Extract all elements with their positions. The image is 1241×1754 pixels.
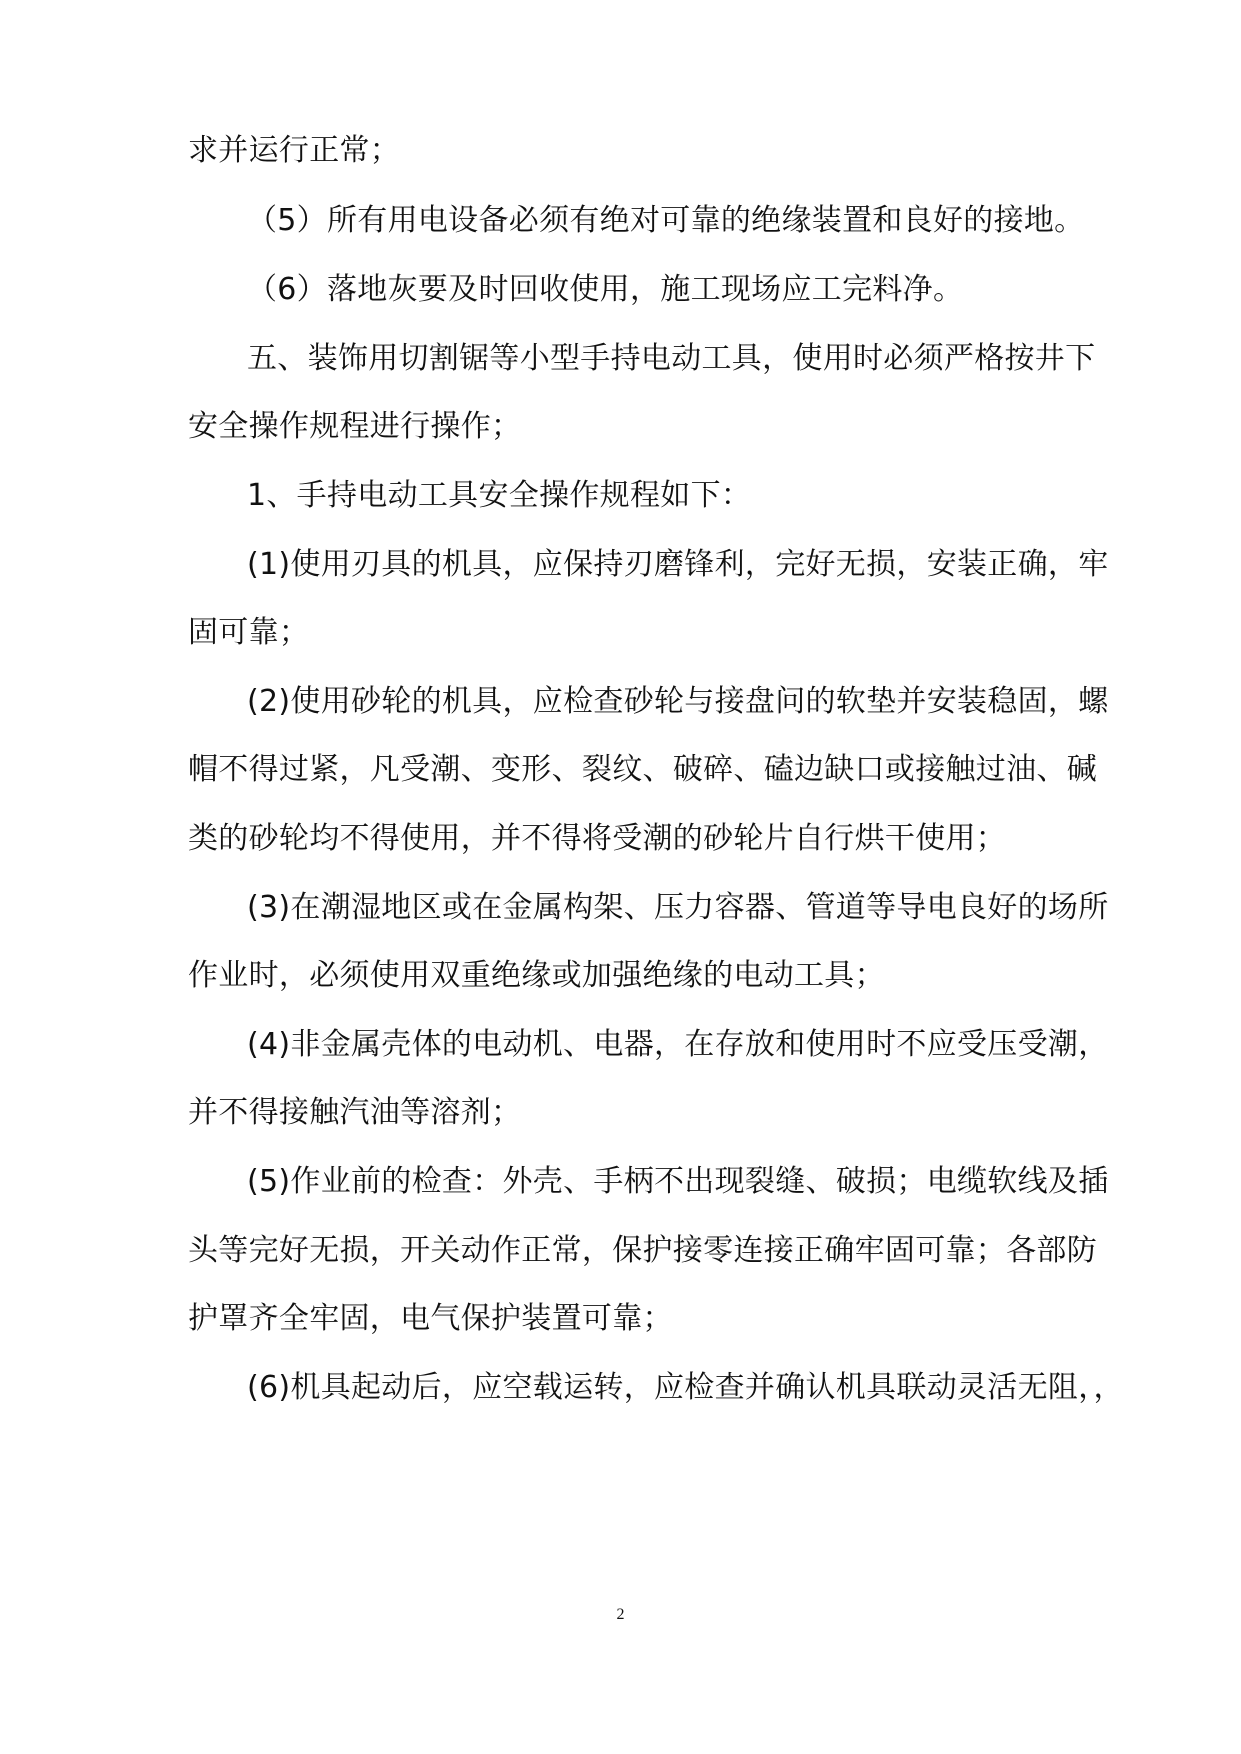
text-line-7: (1)使用刃具的机具，应保持刃磨锋利，完好无损，安装正确，牢 <box>247 547 1109 582</box>
text-line-12: (3)在潮湿地区或在金属构架、压力容器、管道等导电良好的场所 <box>247 890 1109 925</box>
text-line-1: 求并运行正常； <box>188 133 401 168</box>
text-line-15: 并不得接触汽油等溶剂； <box>188 1095 522 1130</box>
text-line-5: 安全操作规程进行操作； <box>188 409 522 444</box>
text-line-19: (6)机具起动后，应空载运转，应检查并确认机具联动灵活无阻，， <box>247 1370 1124 1405</box>
text-line-16: (5)作业前的检查：外壳、手柄不出现裂缝、破损；电缆软线及插 <box>247 1164 1109 1199</box>
text-line-2: （5）所有用电设备必须有绝对可靠的绝缘装置和良好的接地。 <box>247 203 1085 238</box>
text-line-18: 护罩齐全牢固，电气保护装置可靠； <box>188 1301 673 1336</box>
text-line-11: 类的砂轮均不得使用，并不得将受潮的砂轮片自行烘干使用； <box>188 821 1007 856</box>
text-line-10: 帽不得过紧，凡受潮、变形、裂纹、破碎、磕边缺口或接触过油、碱 <box>188 752 1097 787</box>
text-line-14: (4)非金属壳体的电动机、电器，在存放和使用时不应受压受潮， <box>247 1027 1109 1062</box>
text-line-13: 作业时，必须使用双重绝缘或加强绝缘的电动工具； <box>188 958 885 993</box>
text-line-17: 头等完好无损，开关动作正常，保护接零连接正确牢固可靠；各部防 <box>188 1233 1097 1268</box>
text-line-9: (2)使用砂轮的机具，应检查砂轮与接盘问的软垫并安装稳固，螺 <box>247 684 1109 719</box>
page-number: 2 <box>616 1606 625 1623</box>
text-line-4: 五、装饰用切割锯等小型手持电动工具，使用时必须严格按井下 <box>247 341 1096 376</box>
text-line-3: （6）落地灰要及时回收使用，施工现场应工完料净。 <box>247 272 964 307</box>
text-line-8: 固可靠； <box>188 615 310 650</box>
text-line-6: 1、手持电动工具安全操作规程如下： <box>247 478 752 513</box>
